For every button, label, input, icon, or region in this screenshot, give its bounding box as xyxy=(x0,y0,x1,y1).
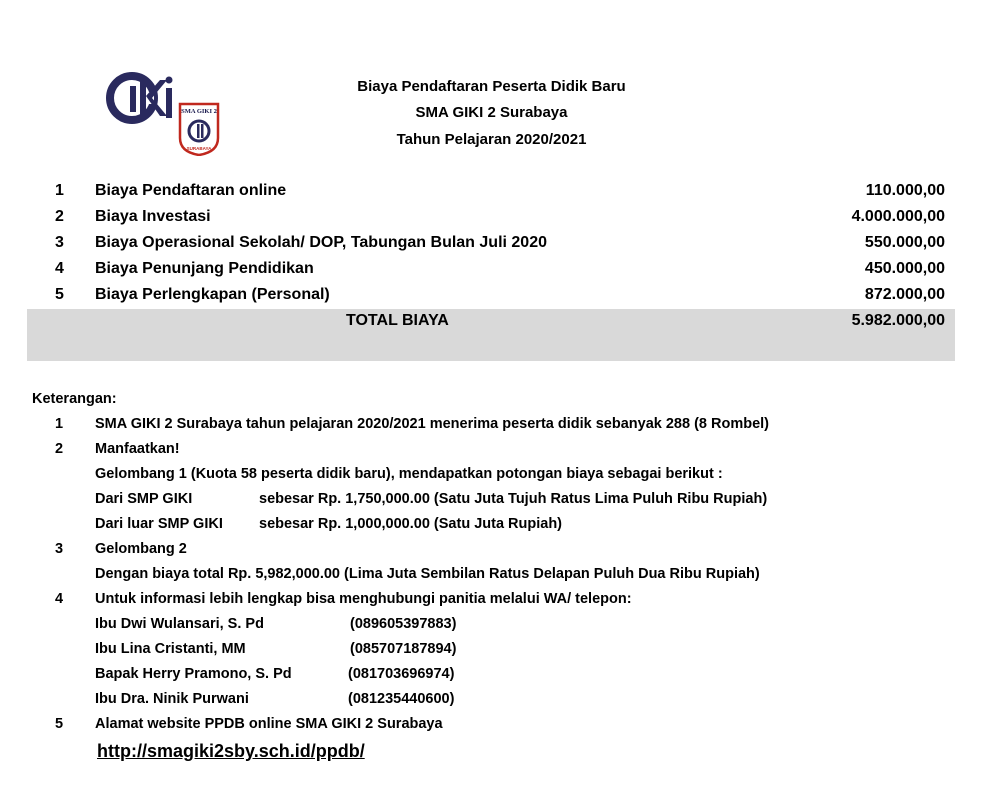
fee-amount: 450.000,00 xyxy=(864,260,945,277)
fee-label: Biaya Operasional Sekolah/ DOP, Tabungan Bulan Juli 2020 xyxy=(95,234,547,251)
contact-name: Ibu Dra. Ninik Purwani xyxy=(95,691,249,707)
note-text: Manfaatkan! xyxy=(95,441,180,457)
fee-label: Biaya Investasi xyxy=(95,208,211,225)
fee-label: Biaya Pendaftaran online xyxy=(95,182,287,199)
contact-phone: (081235440600) xyxy=(348,691,455,707)
fee-amount: 110.000,00 xyxy=(865,182,945,199)
contact-phone: (089605397883) xyxy=(350,616,457,632)
contact-name: Ibu Lina Cristanti, MM xyxy=(95,641,246,657)
fee-no: 1 xyxy=(55,182,64,199)
svg-text:SMA GIKI 2: SMA GIKI 2 xyxy=(181,108,217,115)
notes-heading: Keterangan: xyxy=(32,391,117,407)
fee-no: 3 xyxy=(55,234,64,251)
svg-text:SURABAYA: SURABAYA xyxy=(186,146,212,151)
note-subtext: Dengan biaya total Rp. 5,982,000.00 (Lima Juta Sembilan Ratus Delapan Puluh Dua Ribu Rupiah) xyxy=(95,566,760,582)
discount-amount: sebesar Rp. 1,750,000.00 (Satu Juta Tujuh Ratus Lima Puluh Ribu Rupiah) xyxy=(259,491,768,507)
note-no: 2 xyxy=(55,441,64,457)
total-label: TOTAL BIAYA xyxy=(346,312,449,329)
discount-source: Dari luar SMP GIKI xyxy=(95,516,223,532)
note-text: SMA GIKI 2 Surabaya tahun pelajaran 2020/2021 menerima peserta didik sebanyak 288 (8 Rombel) xyxy=(95,416,770,432)
fee-amount: 4.000.000,00 xyxy=(851,208,945,225)
fee-no: 5 xyxy=(55,286,64,303)
ppdb-website-link[interactable]: http://smagiki2sby.sch.id/ppdb/ xyxy=(97,741,365,761)
fee-no: 2 xyxy=(55,208,64,225)
discount-source: Dari SMP GIKI xyxy=(95,491,193,507)
note-no: 3 xyxy=(55,541,64,557)
contact-phone: (081703696974) xyxy=(348,666,455,682)
fee-label: Biaya Perlengkapan (Personal) xyxy=(95,286,330,303)
contact-name: Ibu Dwi Wulansari, S. Pd xyxy=(95,616,264,632)
discount-amount: sebesar Rp. 1,000,000.00 (Satu Juta Rupiah) xyxy=(259,516,563,532)
fee-no: 4 xyxy=(55,260,64,277)
note-text: Untuk informasi lebih lengkap bisa menghubungi panitia melalui WA/ telepon: xyxy=(95,591,632,607)
fee-label: Biaya Penunjang Pendidikan xyxy=(95,260,314,277)
note-text: Alamat website PPDB online SMA GIKI 2 Surabaya xyxy=(95,716,443,732)
total-amount: 5.982.000,00 xyxy=(851,312,945,329)
fee-amount: 872.000,00 xyxy=(864,286,945,303)
note-subtext: Gelombang 1 (Kuota 58 peserta didik baru), mendapatkan potongan biaya sebagai berikut : xyxy=(95,466,723,482)
note-text: Gelombang 2 xyxy=(95,541,187,557)
title-line-3: Tahun Pelajaran 2020/2021 xyxy=(396,131,587,148)
title-line-2: SMA GIKI 2 Surabaya xyxy=(415,104,568,121)
note-no: 4 xyxy=(55,591,64,607)
title-line-1: Biaya Pendaftaran Peserta Didik Baru xyxy=(357,78,626,95)
contact-name: Bapak Herry Pramono, S. Pd xyxy=(95,666,292,682)
note-no: 1 xyxy=(55,416,64,432)
total-row-background xyxy=(27,309,955,361)
note-no: 5 xyxy=(55,716,64,732)
fee-amount: 550.000,00 xyxy=(864,234,945,251)
contact-phone: (085707187894) xyxy=(350,641,457,657)
